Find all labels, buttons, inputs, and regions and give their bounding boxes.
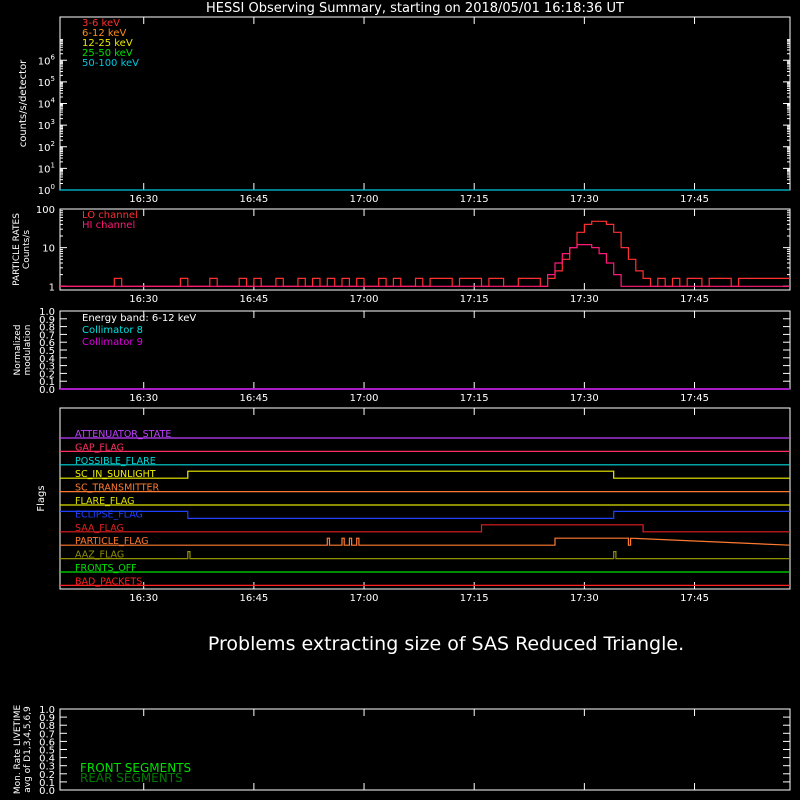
flag-label-particle-flag: PARTICLE_FLAG [75, 536, 149, 548]
count-rates-xtick-label: 17:30 [569, 194, 599, 205]
particle-rates-xtick-label: 17:15 [459, 294, 489, 305]
livetime-ytick-label: 0.1 [39, 777, 55, 789]
particle-rates-ylabel2: Counts/s [22, 229, 32, 270]
modulation-ytick-label: 0.6 [39, 338, 55, 350]
livetime-ylabel2: avg of D1,3,4,5,6,9 [23, 706, 33, 793]
count-rates-legend-25-50-keV: 25-50 keV [82, 48, 133, 59]
count-rates-ytick-label: $10^0$ [37, 183, 55, 197]
livetime-ytick-label: 0.7 [39, 729, 55, 741]
livetime-ytick-label: 1.0 [39, 705, 55, 716]
count-rates-xtick-label: 17:45 [680, 194, 709, 205]
particle-rates-ytick-label: 100 [35, 205, 55, 216]
modulation-xtick-label: 17:15 [459, 393, 489, 404]
livetime-ytick-label: 0.6 [39, 737, 55, 749]
modulation-ytick-label: 0.7 [39, 330, 55, 342]
flags-xtick-label: 16:45 [239, 593, 269, 604]
livetime-ylabel: Mon. Rate LIVETIME [13, 704, 23, 795]
particle-rates-xtick-label: 17:30 [569, 294, 599, 305]
flags-xtick-label: 16:30 [129, 593, 159, 604]
modulation-ytick-label: 0.2 [39, 369, 55, 381]
count-rates-ytick-label: $10^2$ [37, 139, 55, 154]
flag-line-particle-flag [60, 536, 790, 548]
particle-rates-legend-LO-channel: LO channel [82, 210, 138, 221]
modulation-legend-Collimator-9: Collimator 9 [82, 337, 143, 348]
count-rates-legend-12-25-keV: 12-25 keV [82, 38, 133, 49]
flags-xtick-label: 17:45 [680, 593, 709, 604]
particle-rates-xtick-label: 16:45 [239, 294, 269, 305]
livetime-legend-FRONT-SEGMENTS: FRONT SEGMENTS [80, 761, 192, 775]
modulation-annotation: Energy band: 6-12 keV [82, 313, 197, 324]
page-title: HESSI Observing Summary, starting on 2018/05/01 16:18:36 UT [206, 1, 624, 16]
livetime-ytick-label: 0.0 [39, 786, 55, 797]
modulation-ytick-label: 0.1 [39, 377, 55, 389]
count-rates-ytick-label: $10^4$ [37, 96, 55, 111]
modulation-xtick-label: 16:45 [239, 393, 269, 404]
flag-label-flare-flag: FLARE_FLAG [75, 496, 135, 507]
flag-label-bad-packets: BAD_PACKETS [75, 576, 143, 588]
flags-ylabel: Flags [36, 485, 47, 512]
count-rates-ytick-label: $10^3$ [37, 118, 55, 133]
flag-label-possible-flare: POSSIBLE_FLARE [75, 455, 156, 467]
particle-rates-series-line [60, 221, 790, 286]
count-rates-ytick-label: $10^1$ [37, 161, 55, 176]
count-rates-ylabel: counts/s/detector [18, 59, 29, 148]
panels-group [12, 17, 790, 797]
count-rates-xtick-label: 16:45 [239, 194, 269, 205]
livetime-legend-REAR-SEGMENTS: REAR SEGMENTS [80, 771, 183, 785]
livetime-ytick-label: 0.3 [39, 761, 55, 773]
modulation-xtick-label: 17:45 [680, 393, 709, 404]
flag-label-eclipse-flag: ECLIPSE_FLAG [75, 509, 143, 521]
particle-rates-series-line [60, 245, 790, 287]
modulation-xtick-label: 17:30 [569, 393, 599, 404]
livetime-ytick-label: 0.4 [39, 753, 55, 765]
flag-line-eclipse-flag [60, 509, 790, 521]
count-rates-ytick-label: $10^6$ [37, 53, 55, 68]
flag-label-fronts-off: FRONTS_OFF [75, 563, 137, 574]
modulation-ytick-label: 1.0 [39, 307, 55, 318]
flag-label-sc-in-sunlight: SC_IN_SUNLIGHT [75, 469, 156, 481]
particle-rates-legend-HI-channel: HI channel [82, 220, 136, 231]
count-rates-ytick-label: $10^5$ [37, 74, 55, 89]
modulation-ytick-label: 0.5 [39, 346, 55, 357]
modulation-ylabel: Normalized [13, 324, 23, 376]
count-rates-frame [60, 17, 790, 190]
livetime-ytick-label: 0.2 [39, 769, 55, 781]
livetime-ytick-label: 0.8 [39, 721, 55, 733]
particle-rates-xtick-label: 17:45 [680, 294, 709, 305]
count-rates-xtick-label: 17:00 [349, 194, 379, 205]
count-rates-legend-3-6-keV: 3-6 keV [82, 18, 120, 29]
particle-rates-ylabel: PARTICLE RATES [12, 213, 22, 286]
error-message: Problems extracting size of SAS Reduced Triangle. [207, 633, 685, 655]
modulation-xtick-label: 16:30 [129, 393, 159, 404]
modulation-ytick-label: 0.8 [39, 322, 55, 334]
livetime-ytick-label: 0.5 [39, 745, 55, 757]
count-rates-xtick-label: 16:30 [129, 194, 159, 205]
flag-label-saa-flag: SAA_FLAG [75, 522, 124, 534]
flag-label-aaz-flag: AAZ_FLAG [75, 549, 125, 561]
count-rates-legend-6-12-keV: 6-12 keV [82, 28, 127, 39]
count-rates-legend-50-100-keV: 50-100 keV [82, 58, 140, 69]
modulation-ytick-label: 0.3 [39, 361, 55, 373]
particle-rates-xtick-label: 16:30 [129, 294, 159, 305]
flags-xtick-label: 17:30 [569, 593, 599, 604]
flag-line-sc-in-sunlight [60, 469, 790, 481]
flag-line-saa-flag [60, 522, 790, 534]
particle-rates-ytick-label: 10 [42, 243, 55, 255]
flag-line-aaz-flag [60, 549, 790, 561]
modulation-legend-Collimator-8: Collimator 8 [82, 325, 143, 336]
flags-xtick-label: 17:15 [459, 593, 489, 604]
modulation-ytick-label: 0.9 [39, 314, 55, 326]
flag-label-attenuator-state: ATTENUATOR_STATE [75, 429, 172, 440]
modulation-ytick-label: 0.4 [39, 353, 55, 365]
modulation-ytick-label: 0.0 [39, 385, 55, 396]
modulation-ylabel2: modulation [23, 324, 33, 376]
livetime-ytick-label: 0.9 [39, 713, 55, 725]
flag-label-sc-transmitter: SC_TRANSMITTER [75, 482, 160, 494]
particle-rates-ytick-label: 1 [48, 282, 55, 294]
particle-rates-frame [60, 209, 790, 290]
flags-xtick-label: 17:00 [349, 593, 379, 604]
modulation-xtick-label: 17:00 [349, 393, 379, 404]
particle-rates-xtick-label: 17:00 [349, 294, 379, 305]
flag-label-gap-flag: GAP_FLAG [75, 442, 125, 454]
count-rates-xtick-label: 17:15 [459, 194, 489, 205]
